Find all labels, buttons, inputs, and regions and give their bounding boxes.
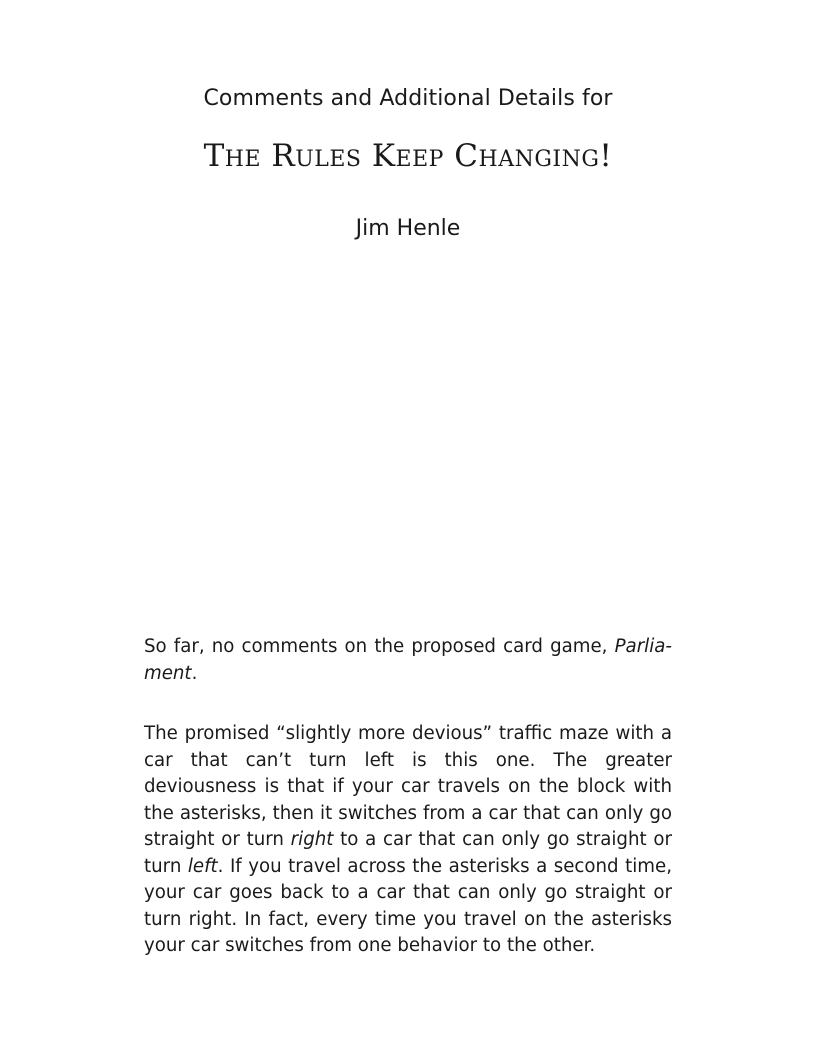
page-title: The Rules Keep Changing! [203,138,613,174]
paragraph-1-text-a: So far, no comments on the proposed card game, [144,636,615,657]
paragraph-2-text-b: to a car that can only go straight or turn [144,829,672,877]
paragraph-1-text-b: . [191,662,198,684]
paragraph-card-game [144,634,672,687]
paragraph-1-italic-parliament: Parlia-ment [144,636,672,684]
author-name: Jim Henle [355,216,461,241]
paragraph-2-text-c: . If you travel across the asterisks a second time, your car goes back to a car that can only go straight or turn right. In fact, every time you travel on the asterisks your car switches from one behavior to the other. [144,855,672,956]
paragraph-traffic-maze [144,721,672,960]
page-subtitle: Comments and Additional Details for [203,86,613,111]
paragraph-2-text-a: The promised “slightly more devious” traffic maze with a car that can’t turn left is this one. The greater deviousness is that if your car travels on the block with the asterisks, then it switches from a car that can only go straight or turn [144,723,672,850]
paragraph-2-italic-right: right [290,829,334,850]
paragraph-2-italic-left: left [187,855,218,877]
